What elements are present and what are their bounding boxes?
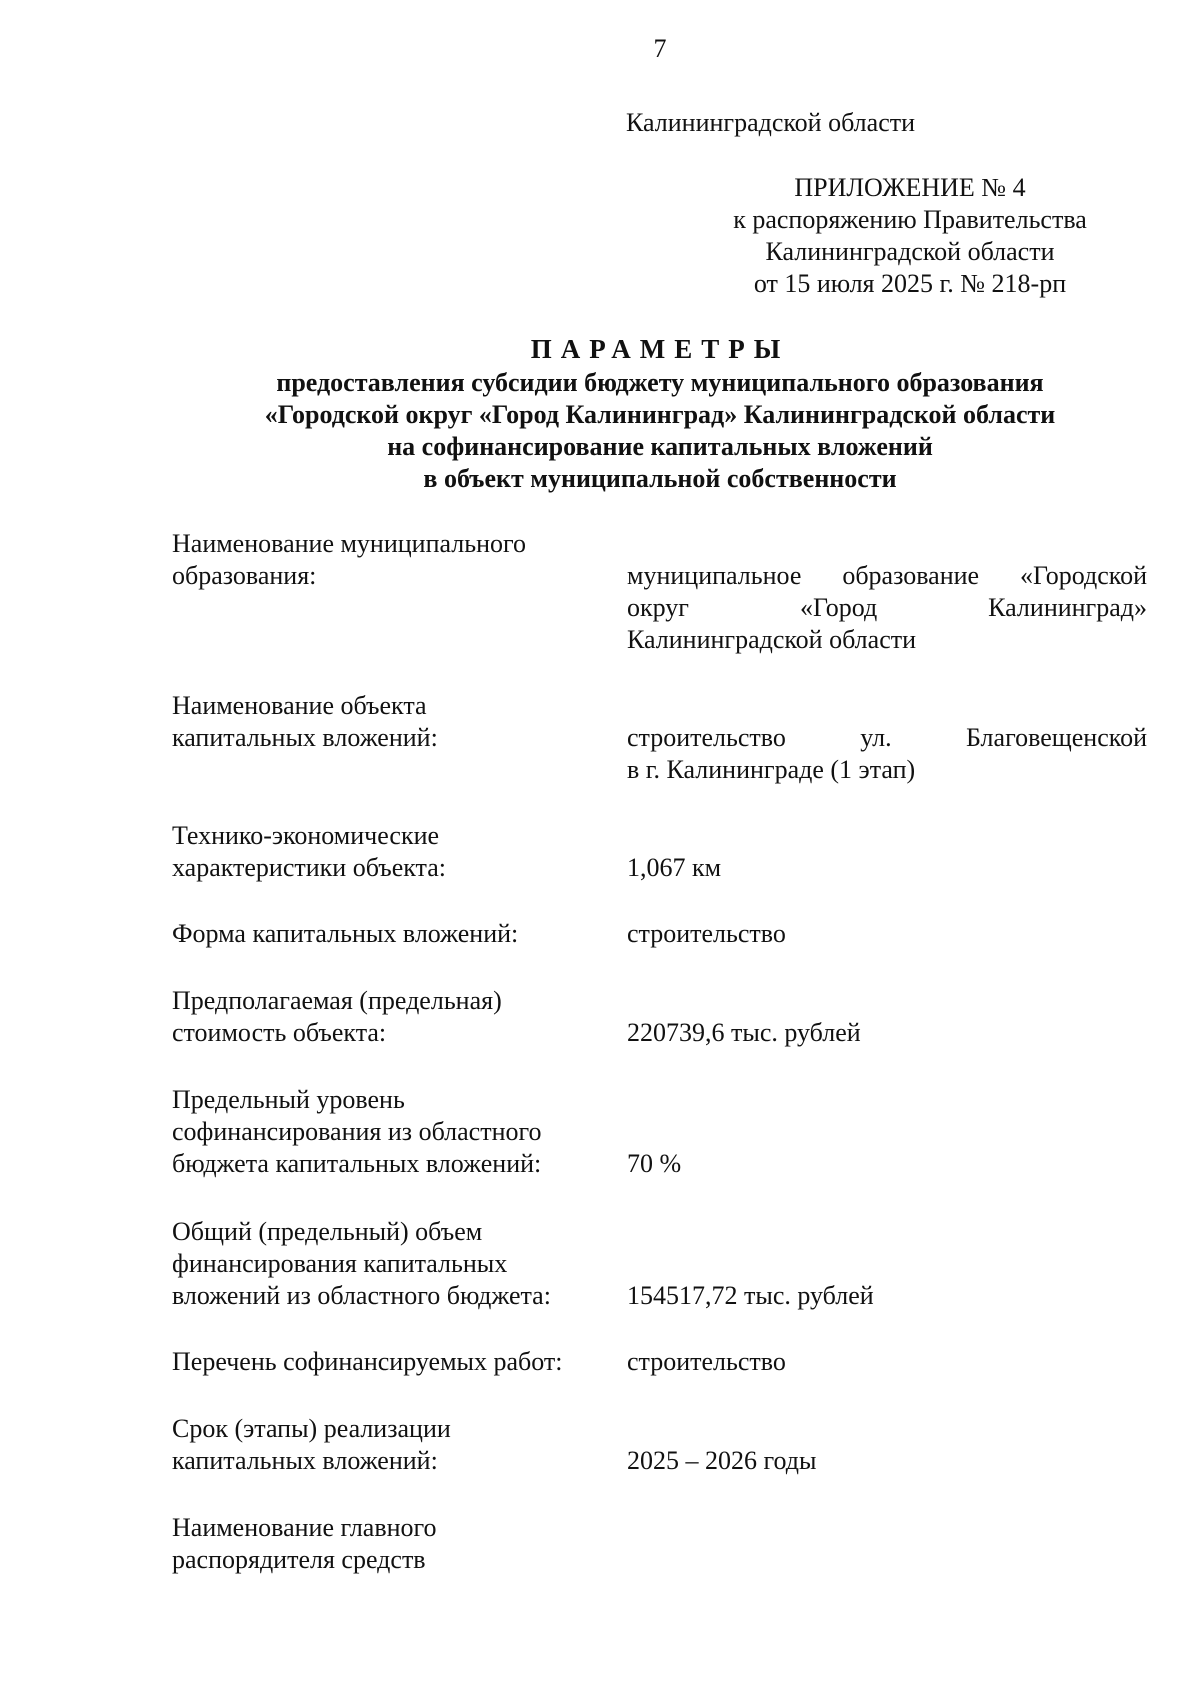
param-label-line: Перечень софинансируемых работ:: [172, 1347, 563, 1376]
param-label: [172, 918, 622, 950]
param-value: 1,067 км: [627, 853, 722, 882]
param-label: [172, 985, 622, 1049]
param-value-line: муниципальное образование «Городской: [627, 561, 1147, 590]
param-label-line: Наименование главного: [172, 1513, 437, 1542]
param-label: [172, 1084, 622, 1180]
title-line-2: «Городской округ «Город Калининград» Калининградской области: [264, 400, 1056, 429]
param-label-line: капитальных вложений:: [172, 723, 438, 752]
param-value-line: округ «Город Калининград»: [627, 593, 1147, 622]
param-label: [172, 1346, 622, 1378]
appendix-reference: к распоряжению Правительства: [733, 205, 1087, 234]
param-label-line: бюджета капитальных вложений:: [172, 1149, 542, 1178]
param-value: строительство: [627, 1347, 786, 1376]
param-label-line: Предельный уровень: [172, 1085, 405, 1114]
param-label-line: вложений из областного бюджета:: [172, 1281, 551, 1310]
param-value: [627, 722, 1147, 786]
param-label-line: образования:: [172, 561, 317, 590]
param-value: [627, 560, 1147, 656]
param-label: [172, 1512, 622, 1576]
param-value: строительство: [627, 919, 786, 948]
param-value: 220739,6 тыс. рублей: [627, 1018, 861, 1047]
param-label-line: Наименование муниципального: [172, 529, 527, 558]
param-label-line: финансирования капитальных: [172, 1249, 508, 1278]
appendix-header: [660, 172, 1160, 300]
param-label-line: стоимость объекта:: [172, 1018, 387, 1047]
param-label: [172, 1413, 622, 1477]
param-label-line: Общий (предельный) объем: [172, 1217, 483, 1246]
param-label: [172, 690, 622, 754]
param-label-line: характеристики объекта:: [172, 853, 447, 882]
appendix-number: ПРИЛОЖЕНИЕ № 4: [794, 173, 1026, 202]
param-value-line: в г. Калининграде (1 этап): [627, 755, 916, 784]
document-title: [0, 334, 1200, 495]
title-subtitle: [0, 367, 1200, 495]
param-label: [172, 1216, 622, 1312]
param-label-line: Технико-экономические: [172, 821, 440, 850]
appendix-date-number: от 15 июля 2025 г. № 218-рп: [753, 269, 1067, 298]
param-label: [172, 820, 622, 884]
param-label-line: капитальных вложений:: [172, 1446, 438, 1475]
param-label-line: Форма капитальных вложений:: [172, 919, 519, 948]
title-line-4: в объект муниципальной собственности: [423, 464, 897, 493]
param-value: 70 %: [627, 1149, 682, 1178]
param-label-line: Наименование объекта: [172, 691, 427, 720]
param-label-line: Срок (этапы) реализации: [172, 1414, 451, 1443]
param-label-line: распорядителя средств: [172, 1545, 426, 1574]
page-number: 7: [653, 34, 667, 63]
param-value: 154517,72 тыс. рублей: [627, 1281, 874, 1310]
title-line-3: на софинансирование капитальных вложений: [387, 432, 933, 461]
param-value: 2025 – 2026 годы: [627, 1446, 817, 1475]
param-label-line: софинансирования из областного: [172, 1117, 542, 1146]
param-value-line: Калининградской области: [627, 625, 917, 654]
param-value-line: строительство ул. Благовещенской: [627, 723, 1147, 752]
header-region-line: Калининградской области: [626, 108, 916, 137]
appendix-region: Калининградской области: [765, 237, 1055, 266]
param-label-line: Предполагаемая (предельная): [172, 986, 502, 1015]
param-label: [172, 528, 622, 592]
title-line-1: предоставления субсидии бюджету муниципального образования: [276, 368, 1044, 397]
title-main: ПАРАМЕТРЫ: [530, 334, 790, 364]
